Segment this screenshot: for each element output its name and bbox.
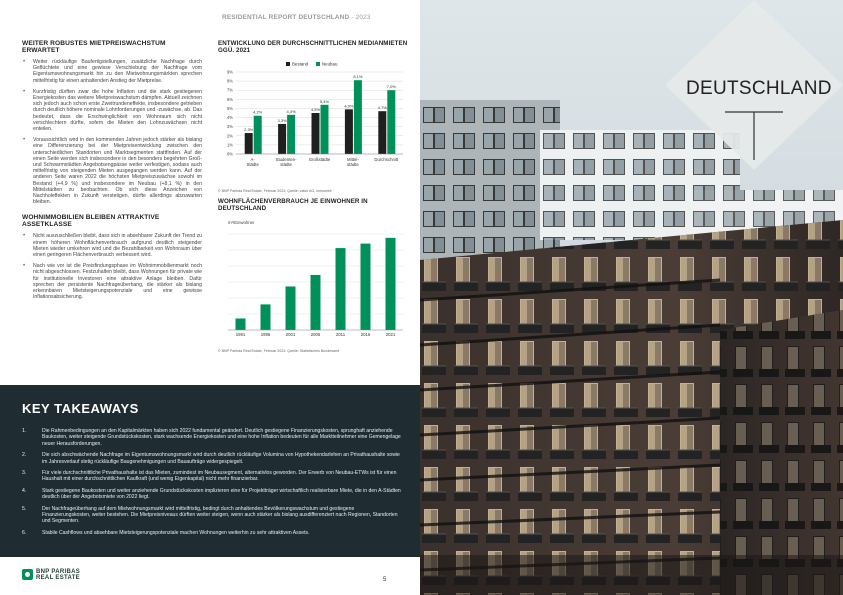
y-tick-label: 4% — [226, 115, 233, 121]
chart-source: © BNP Paribas Real Estate, Februar 2023; Quelle: value AG, immowelt — [218, 189, 332, 193]
takeaway-number: 1. — [22, 428, 27, 434]
x-tick-label: 1996 — [260, 332, 271, 337]
bullet-list-asset-class — [22, 233, 202, 300]
x-tick-label: Studenten- — [275, 157, 297, 162]
legend-label: Bestand — [292, 61, 309, 67]
data-label: 5,4% — [319, 98, 330, 104]
page-footer — [0, 557, 420, 595]
bar — [287, 115, 295, 154]
bar — [245, 133, 253, 154]
header-year: 2023 — [355, 14, 371, 21]
y-tick-label: 5% — [226, 105, 233, 111]
data-label: 2,3% — [244, 127, 254, 133]
y-tick-label: 6% — [226, 96, 233, 102]
rent-development-chart — [218, 54, 408, 182]
takeaway-text: Die Rahmenbedingungen an den Kapitalmärkten haben sich 2022 fundamental geändert. Deutlich gestiegene Finanzierungskosten, sprunghaft anziehende Baukosten, weiter steigende Grundstückskosten, stark wachsende Energiekosten und eine hohe Inflation bedeuten für alle Marktteilnehmer eine Gemengelage neuer Herausforderungen. — [42, 428, 401, 447]
text-column — [22, 40, 202, 306]
takeaway-text: Der Nachfrageüberhang auf dem Mietwohnungsmarkt wird mittelfristig, bedingt durch anhaltendes Bevölkerungswachstum und gestiegene Finanzierungskosten, weiter bestehen. Die Mietpreisniveaus dürften weiter steigen, wenn auch stärker als bislang ausdifferenziert nach Regionen, Standorten und Segmenten. — [42, 505, 398, 525]
bar — [386, 238, 396, 330]
takeaway-number: 3. — [22, 470, 27, 477]
x-tick-label: 2016 — [360, 332, 371, 337]
chart-title: ENTWICKLUNG DER DURCHSCHNITTLICHEN MEDIANMIETEN GGÜ. 2021 — [218, 40, 408, 54]
bullet-item: • Weiter rückläufige Baufertigstellungen, zusätzliche Nachfrage durch Geflüchtete und eine gewisse Verschiebung der Nachfrage vom Eigentumswohnungsmarkt hin zu den Mietwohnungsmärkten sprechen mittelfristig für einen anhaltenden Anstieg der Mietpreise. — [22, 59, 202, 84]
bullet-item: • Nach wie vor ist die Preisfindungsphase im Wohnimmobilienmarkt noch nicht abgeschlossen. Festzuhalten bleibt, dass Wohnungen für private wie für institutionelle Investoren eine attraktive Anlage bleiben. Dafür sprechen der persistente Nachfrageüberhang, die stärker als bislang erkennbaren Mietsteigerungspotenziale und eine gewisse Inflationsabsicherung. — [22, 263, 202, 300]
bar — [261, 304, 271, 330]
takeaway-item — [22, 452, 402, 465]
takeaway-text: Stark gestiegene Baukosten und weiter anziehende Grundstückskosten implizieren eine für Projektträger wirtschaftlich realisierbare Miete, die in den A-Städten deutlich über der Angebotsmiete von 2022 liegt. — [42, 487, 401, 501]
key-takeaways-panel — [0, 385, 420, 557]
legend-label: Neubau — [322, 61, 338, 67]
bullet-item: • Voraussichtlich wird in den kommenden Jahren jedoch stärker als bislang eine Differenzierung bei der Mietpreisentwicklung zwischen den unterschiedlichen Standorten und Marktsegmenten stattfinden. Auf der einen Seite werden sich insbesondere in den besonders begehrten Groß- und Schwarmstädten Angebotsengpässe weiter verfestigen, sodass auch mittelfristig von steigenden Mieten ausgegangen werden kann. Auf der anderen Seite waren 2022 die höchsten Mietpreiszuwächse sowohl im Bestand (+4,9 %) und insbesondere im Neubau (+8,1 %) in den Mittelstädten zu beobachten. Ob sich diese Anzeichen von Nachholeffekten in Zukunft verstetigen, dürfte allerdings abzuwarten bleiben. — [22, 137, 202, 205]
takeaway-item — [22, 428, 402, 447]
header-report-name: RESIDENTIAL REPORT DEUTSCHLAND — [222, 14, 350, 21]
logo-line-2: REAL ESTATE — [36, 575, 80, 582]
logo-line-1: BNP PARIBAS — [36, 569, 81, 575]
content-column — [0, 0, 420, 595]
chart-title: WOHNFLÄCHENVERBRAUCH JE EINWOHNER IN DEUTSCHLAND — [218, 198, 368, 212]
living-space-chart — [218, 212, 408, 342]
x-tick-label: 2001 — [285, 332, 296, 337]
bar — [354, 80, 362, 154]
chart-source: © BNP Paribas Real Estate, Februar 2023; Quelle: Statistisches Bundesamt — [218, 349, 340, 353]
bar — [311, 275, 321, 330]
bar — [378, 111, 386, 154]
y-tick-label: 3% — [226, 124, 233, 130]
takeaway-number: 2. — [22, 452, 27, 459]
logo-mark-icon — [22, 569, 33, 580]
bar — [336, 248, 346, 330]
legend-swatch — [286, 62, 290, 66]
data-label: 4,2% — [253, 109, 263, 115]
key-takeaways-title: KEY TAKEAWAYS — [22, 401, 139, 416]
x-tick-label: städte — [347, 162, 359, 167]
bar — [236, 318, 246, 330]
bar — [278, 124, 286, 154]
bar — [321, 105, 329, 154]
y-tick-label: 8% — [226, 78, 233, 84]
y-tick-label: 0% — [226, 151, 233, 157]
key-takeaways-list — [22, 428, 402, 541]
x-tick-label: Mittel- — [347, 157, 359, 162]
logo-text — [36, 569, 80, 582]
data-label: 4,7% — [377, 105, 387, 111]
y-tick-label: 7% — [226, 87, 233, 93]
takeaway-item — [22, 530, 402, 536]
data-label: 8,1% — [353, 74, 363, 80]
x-tick-label: 1991 — [235, 332, 246, 337]
data-label: 4,5% — [310, 107, 321, 112]
takeaway-text: Für viele durchschnittliche Privathaushalte ist das Mieten, zumindest im Neubausegment, alternativlos geworden. Der Erwerb von Neubau-ETWs ist für einen Haushalt mit einer durchschnittlichen Kaufkraft (und wenig Eigenkapital) nicht mehr finanzierbar. — [42, 470, 397, 483]
x-tick-label: Städte — [246, 162, 259, 167]
rent-development-chart-block — [218, 40, 408, 193]
y-tick-label: 2% — [226, 133, 233, 139]
legend-swatch — [316, 62, 320, 66]
header-separator: - — [349, 14, 356, 21]
section-title-asset-class: WOHNIMMOBILIEN BLEIBEN ATTRAKTIVE ASSETKLASSE — [22, 214, 160, 229]
takeaway-item — [22, 506, 402, 525]
bar — [387, 90, 395, 154]
takeaway-item — [22, 488, 402, 501]
x-tick-label: städte — [280, 162, 292, 167]
living-space-chart-block — [218, 198, 408, 353]
takeaway-number: 4. — [22, 487, 27, 494]
bar — [361, 244, 371, 330]
x-tick-label: Großstädte — [308, 157, 331, 162]
x-tick-label: A- — [250, 157, 255, 162]
section-title-rent-growth: WEITER ROBUSTES MIETPREISWACHSTUM ERWARTET — [22, 40, 166, 54]
bullet-item: • Nicht auszuschließen bleibt, dass sich in absehbarer Zukunft der Trend zu einem höheren Wohnflächenverbrauch aufgrund deutlich steigender Mieten wieder umkehren wird und die Bezahlbarkeit von Wohnraum über einen geringeren Flächenverbrauch verbessert wird. — [22, 233, 202, 258]
x-tick-label: 2006 — [310, 332, 321, 337]
hero-title: DEUTSCHLAND — [686, 78, 832, 99]
page-number: 5 — [383, 577, 387, 583]
takeaway-number: 6. — [22, 529, 27, 536]
data-label: 7,0% — [386, 84, 396, 90]
running-header — [222, 14, 371, 21]
bar — [254, 116, 262, 154]
y-axis-label: m²/Einwohner — [228, 220, 255, 225]
takeaway-text: Stabile Cashflows und absehbare Mietsteigerungspotenziale machen Wohnungen weiterhin zu sehr attraktiven Assets. — [42, 529, 310, 536]
x-tick-label: 2021 — [385, 332, 396, 337]
y-tick-label: 9% — [226, 69, 233, 75]
bullet-list-rent-growth — [22, 59, 202, 205]
data-label: 4,9% — [344, 103, 354, 109]
data-label: 4,3% — [286, 108, 296, 114]
x-tick-label: Durchschnitt — [374, 157, 399, 162]
takeaway-number: 5. — [22, 505, 27, 512]
y-tick-label: 1% — [226, 142, 233, 148]
takeaway-item — [22, 470, 402, 483]
bullet-item: • Kurzfristig dürften zwar die hohe Inflation und die stark gestiegenen Energiekosten das weitere Mietpreiswachstum dämpfen. Aktuell zeichnen sich jedoch auch schon erste Zweitrundeneffekte, insbesondere getrieben durch deutlich höhere nominale Lohnforderungen und -zuwächse, ab. Das bedeutet, dass die Erschwinglichkeit von Wohnraum sich nicht verschlechtern dürfte, sofern die Mieten den Lohnzuwächsen nicht enteilen. — [22, 89, 202, 132]
bar — [286, 286, 296, 330]
takeaway-text: Die sich abschwächende Nachfrage im Eigentumswohnungsmarkt wird durch deutlich rückläufige Volumina von Hypothekendarlehen an Privathaushalte sowie im Jahresverlauf stetig rückläufige Baugenehmigungen und Bauaufträge widergespiegelt. — [42, 452, 400, 465]
bar — [312, 113, 320, 154]
x-tick-label: 2011 — [335, 332, 346, 337]
bar — [345, 109, 353, 154]
bnp-paribas-logo — [22, 569, 102, 587]
data-label: 3,3% — [277, 117, 287, 123]
